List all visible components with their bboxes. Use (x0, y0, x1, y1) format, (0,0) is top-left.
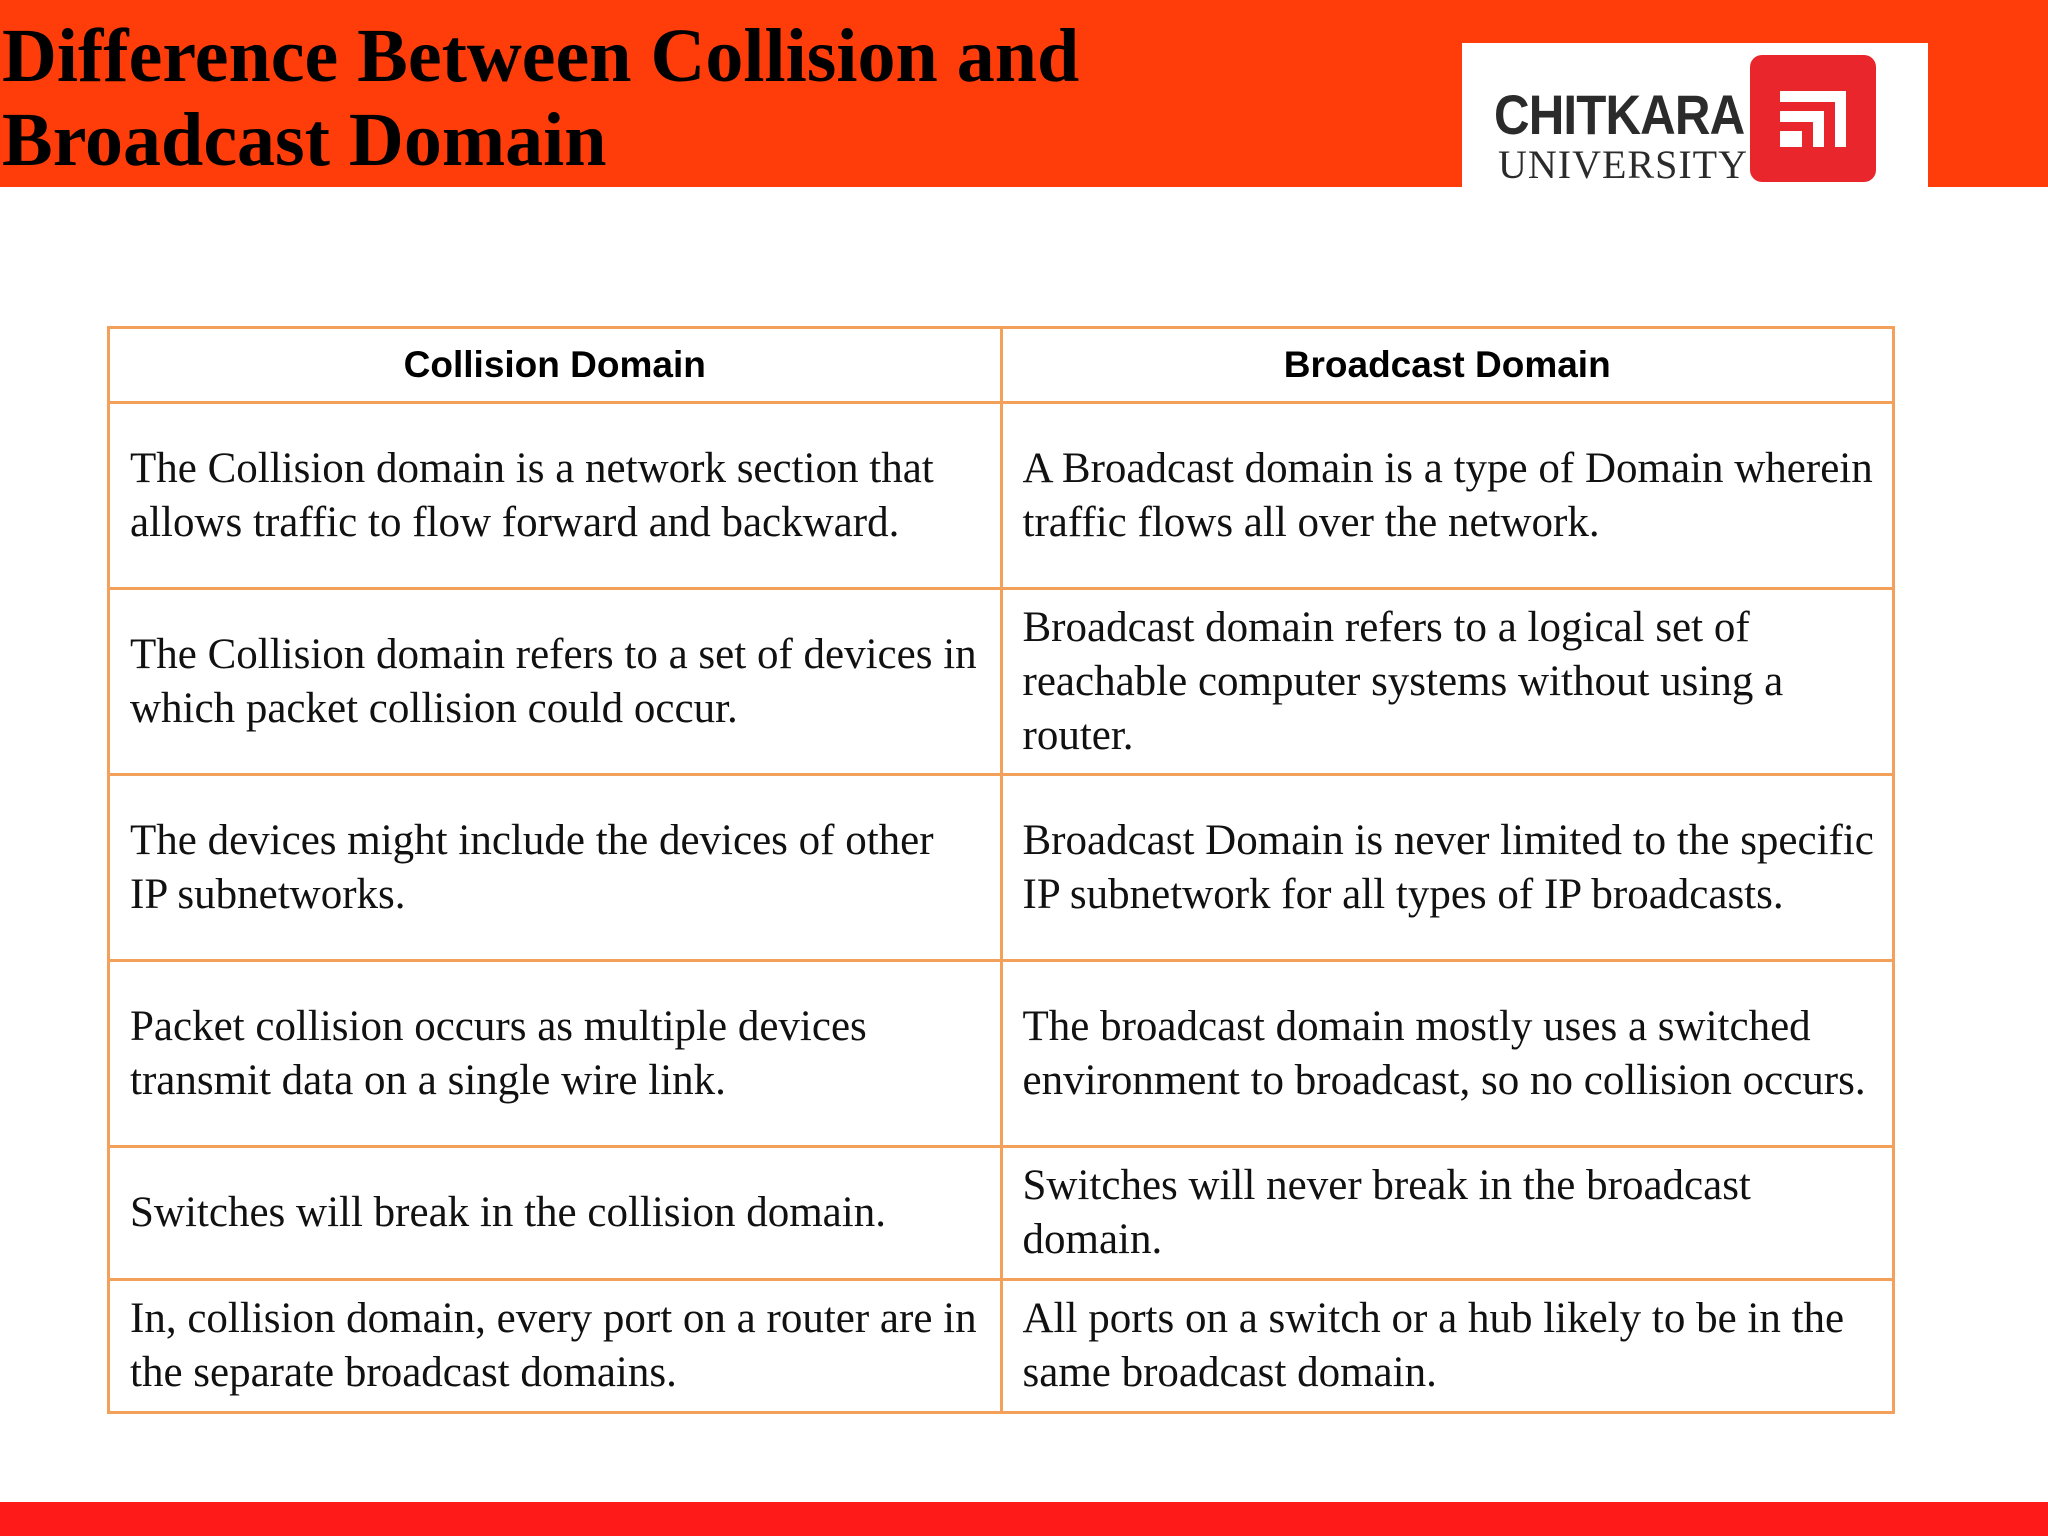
table-row (109, 403, 1894, 589)
broadcast-cell: Broadcast domain refers to a logical set of reachable computer systems without using a router. (1001, 589, 1894, 775)
table-row (109, 589, 1894, 775)
table-header-row (109, 328, 1894, 403)
broadcast-cell: The broadcast domain mostly uses a switched environment to broadcast, so no collision occurs. (1001, 961, 1894, 1147)
collision-cell: In, collision domain, every port on a router are in the separate broadcast domains. (109, 1280, 1002, 1413)
footer-band (0, 1502, 2048, 1536)
broadcast-cell: Broadcast Domain is never limited to the specific IP subnetwork for all types of IP broadcasts. (1001, 775, 1894, 961)
collision-cell: The Collision domain is a network section that allows traffic to flow forward and backward. (109, 403, 1002, 589)
logo-subtitle: UNIVERSITY (1498, 142, 1748, 187)
logo-emblem-icon (1750, 55, 1876, 182)
logo-wordmark: CHITKARA (1494, 83, 1745, 146)
slide-title-line-1: Difference Between Collision and (2, 14, 1080, 98)
collision-cell: The Collision domain refers to a set of devices in which packet collision could occur. (109, 589, 1002, 775)
university-logo (1462, 43, 1928, 187)
column-header-broadcast: Broadcast Domain (1001, 328, 1894, 403)
slide-title-line-2: Broadcast Domain (2, 98, 607, 182)
table-row (109, 1147, 1894, 1280)
table-row (109, 961, 1894, 1147)
collision-cell: Packet collision occurs as multiple devices transmit data on a single wire link. (109, 961, 1002, 1147)
comparison-table (107, 326, 1895, 1414)
broadcast-cell: A Broadcast domain is a type of Domain wherein traffic flows all over the network. (1001, 403, 1894, 589)
column-header-collision: Collision Domain (109, 328, 1002, 403)
collision-cell: The devices might include the devices of other IP subnetworks. (109, 775, 1002, 961)
broadcast-cell: All ports on a switch or a hub likely to be in the same broadcast domain. (1001, 1280, 1894, 1413)
broadcast-cell: Switches will never break in the broadcast domain. (1001, 1147, 1894, 1280)
collision-cell: Switches will break in the collision domain. (109, 1147, 1002, 1280)
slide-title (2, 14, 1079, 182)
table-row (109, 775, 1894, 961)
table-row (109, 1280, 1894, 1413)
